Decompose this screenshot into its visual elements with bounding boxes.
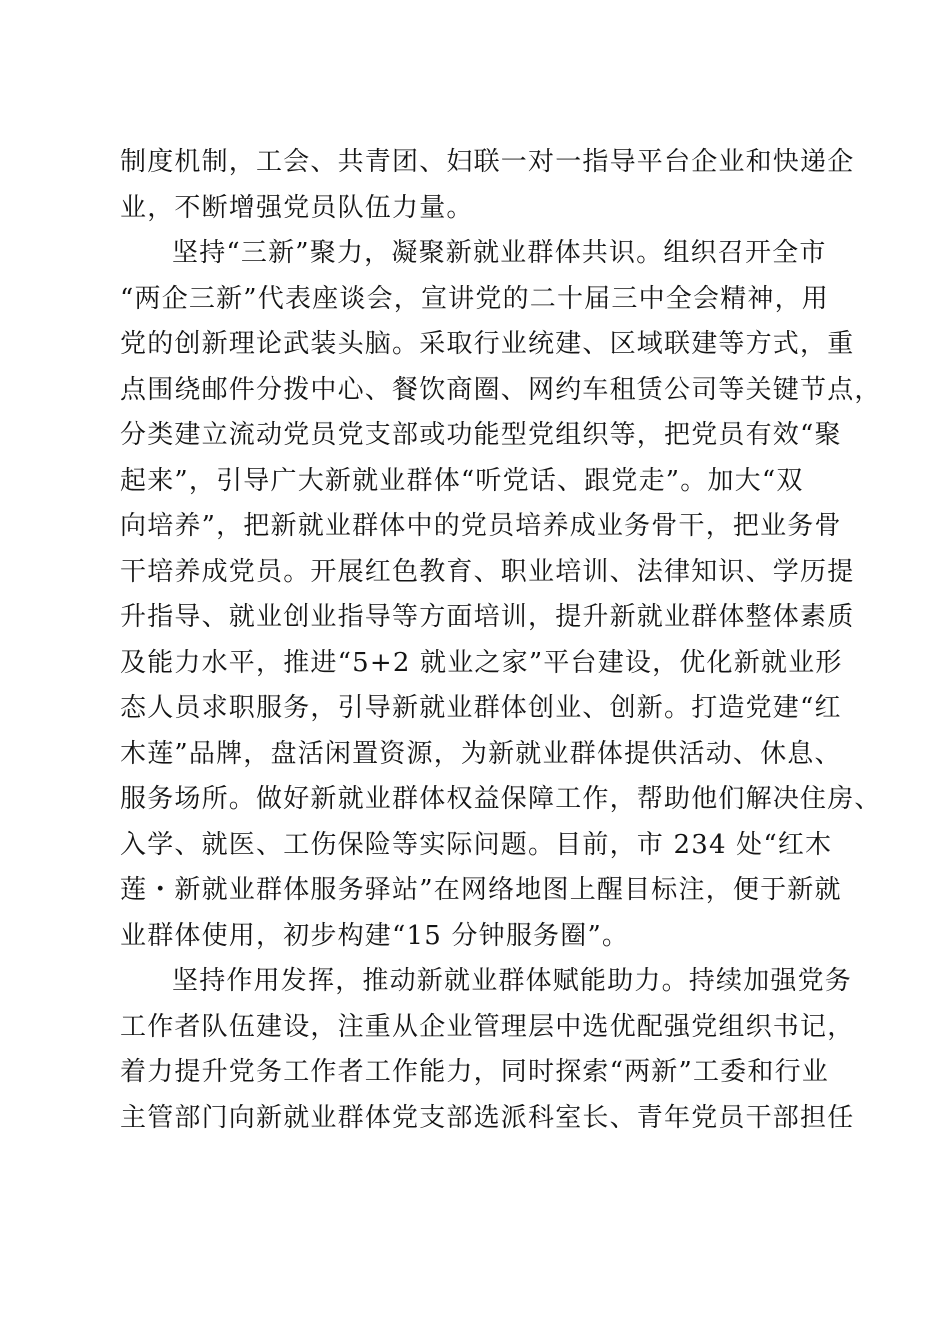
paragraph-start-line: 坚持“三新”聚力，凝聚新就业群体共识。组织召开全市 [172,238,827,268]
text-line: 木莲”品牌，盘活闲置资源，为新就业群体提供活动、休息、 [120,738,842,769]
text-line: 主管部门向新就业群体党支部选派科室长、青年党员干部担任 [120,1102,855,1133]
text-line: 业，不断增强党员队伍力量。 [120,192,474,223]
text-line: 升指导、就业创业指导等方面培训，提升新就业群体整体素质 [120,602,855,632]
paragraph-start-line: 坚持作用发挥，推动新就业群体赋能助力。持续加强党务 [172,966,853,996]
text-line: 工作者队伍建设，注重从企业管理层中选优配强党组织书记， [120,1011,855,1042]
text-line: 着力提升党务工作者工作能力，同时探索“两新”工委和行业 [120,1057,829,1087]
body-text [120,140,882,1141]
text-line: 莲・新就业群体服务驿站”在网络地图上醒目标注，便于新就 [120,875,842,905]
text-line: 服务场所。做好新就业群体权益保障工作，帮助他们解决住房、 [120,784,882,814]
text-line: “两企三新”代表座谈会，宣讲党的二十届三中全会精神，用 [120,283,829,314]
text-line: 党的创新理论武装头脑。采取行业统建、区域联建等方式，重 [120,329,855,359]
text-line: 态人员求职服务，引导新就业群体创业、创新。打造党建“红 [120,693,842,723]
text-line: 分类建立流动党员党支部或功能型党组织等，把党员有效“聚 [120,420,842,450]
text-line: 向培养”，把新就业群体中的党员培养成业务骨干，把业务骨 [120,511,842,541]
text-line: 制度机制，工会、共青团、妇联一对一指导平台企业和快递企 [120,147,855,177]
text-line: 点围绕邮件分拨中心、餐饮商圈、网约车租赁公司等关键节点， [120,374,882,405]
text-line: 入学、就医、工伤保险等实际问题。目前，市 234 处“红木 [120,829,833,860]
text-line: 及能力水平，推进“5+2 就业之家”平台建设，优化新就业形 [120,647,843,678]
text-line: 起来”，引导广大新就业群体“听党话、跟党走”。加大“双 [120,465,804,496]
text-line: 干培养成党员。开展红色教育、职业培训、法律知识、学历提 [120,556,855,587]
text-line: 业群体使用，初步构建“15 分钟服务圈”。 [120,920,630,951]
